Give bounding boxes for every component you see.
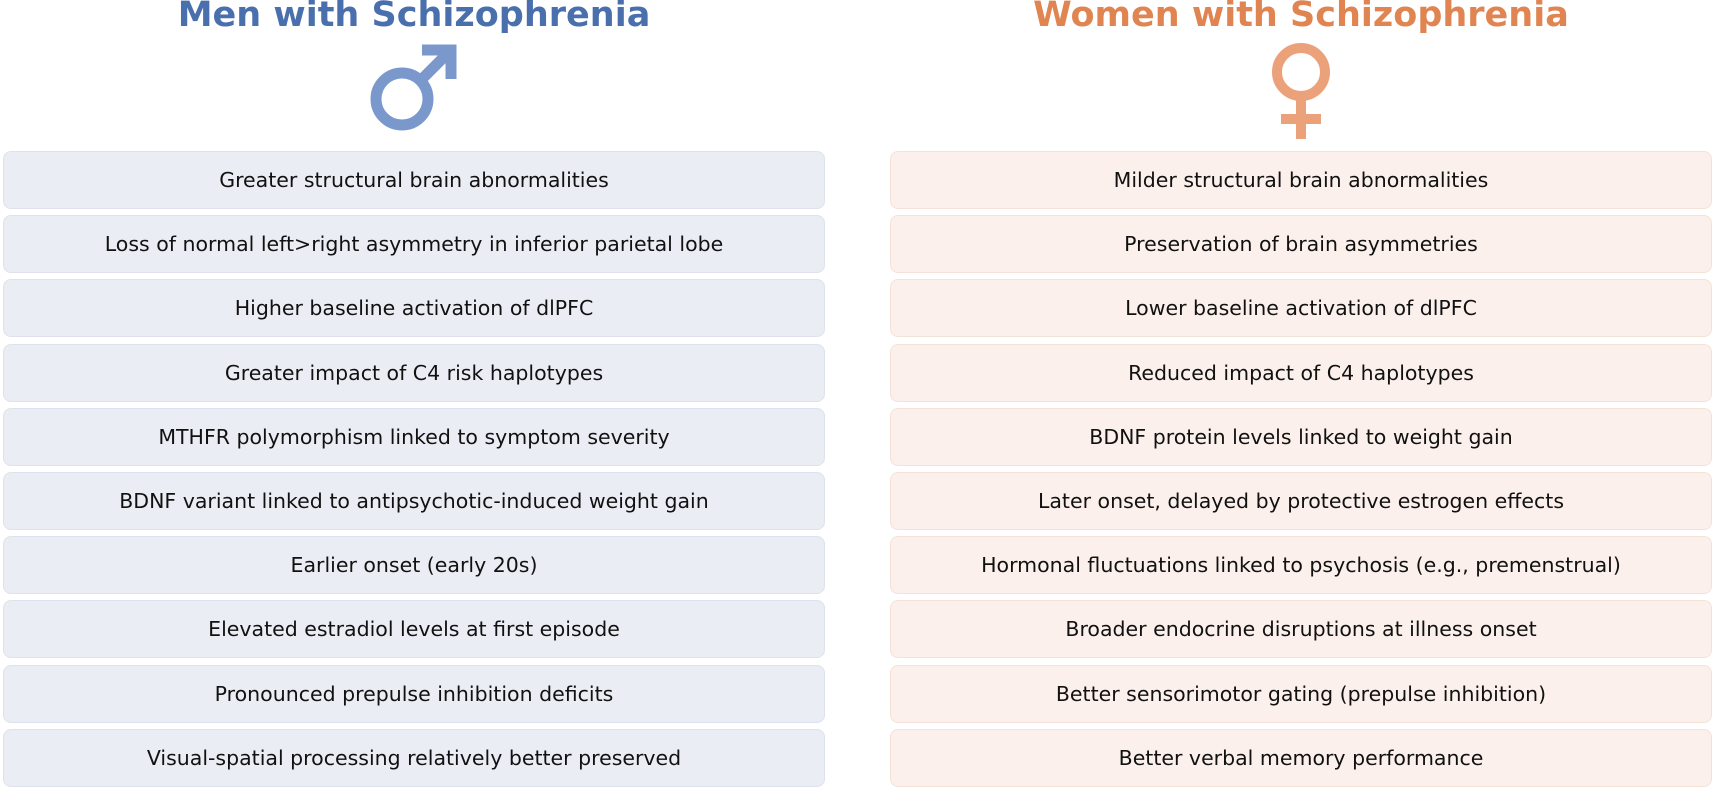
men-trait-row: Elevated estradiol levels at first episode (3, 600, 825, 658)
women-trait-row: BDNF protein levels linked to weight gain (890, 408, 1712, 466)
men-trait-row: MTHFR polymorphism linked to symptom severity (3, 408, 825, 466)
male-symbol-icon (364, 37, 464, 137)
men-trait-row: Greater structural brain abnormalities (3, 151, 825, 209)
men-trait-row: Greater impact of C4 risk haplotypes (3, 344, 825, 402)
men-title: Men with Schizophrenia (177, 0, 651, 35)
women-trait-row: Broader endocrine disruptions at illness onset (890, 600, 1712, 658)
men-trait-row: Higher baseline activation of dlPFC (3, 279, 825, 337)
women-trait-row: Better sensorimotor gating (prepulse inhibition) (890, 665, 1712, 723)
women-trait-row: Preservation of brain asymmetries (890, 215, 1712, 273)
women-trait-row: Reduced impact of C4 haplotypes (890, 344, 1712, 402)
women-trait-list (890, 151, 1712, 793)
women-trait-row: Later onset, delayed by protective estrogen effects (890, 472, 1712, 530)
women-title: Women with Schizophrenia (1033, 0, 1569, 35)
women-trait-row: Better verbal memory performance (890, 729, 1712, 787)
men-trait-row: Earlier onset (early 20s) (3, 536, 825, 594)
women-trait-row: Lower baseline activation of dlPFC (890, 279, 1712, 337)
men-trait-row: BDNF variant linked to antipsychotic-induced weight gain (3, 472, 825, 530)
women-column (890, 0, 1712, 770)
men-trait-row: Loss of normal left>right asymmetry in inferior parietal lobe (3, 215, 825, 273)
men-trait-row: Visual-spatial processing relatively better preserved (3, 729, 825, 787)
men-column (3, 0, 825, 770)
women-trait-row: Hormonal fluctuations linked to psychosis (e.g., premenstrual) (890, 536, 1712, 594)
men-trait-row: Pronounced prepulse inhibition deficits (3, 665, 825, 723)
men-trait-list (3, 151, 825, 793)
women-trait-row: Milder structural brain abnormalities (890, 151, 1712, 209)
female-symbol-icon (1261, 39, 1341, 139)
